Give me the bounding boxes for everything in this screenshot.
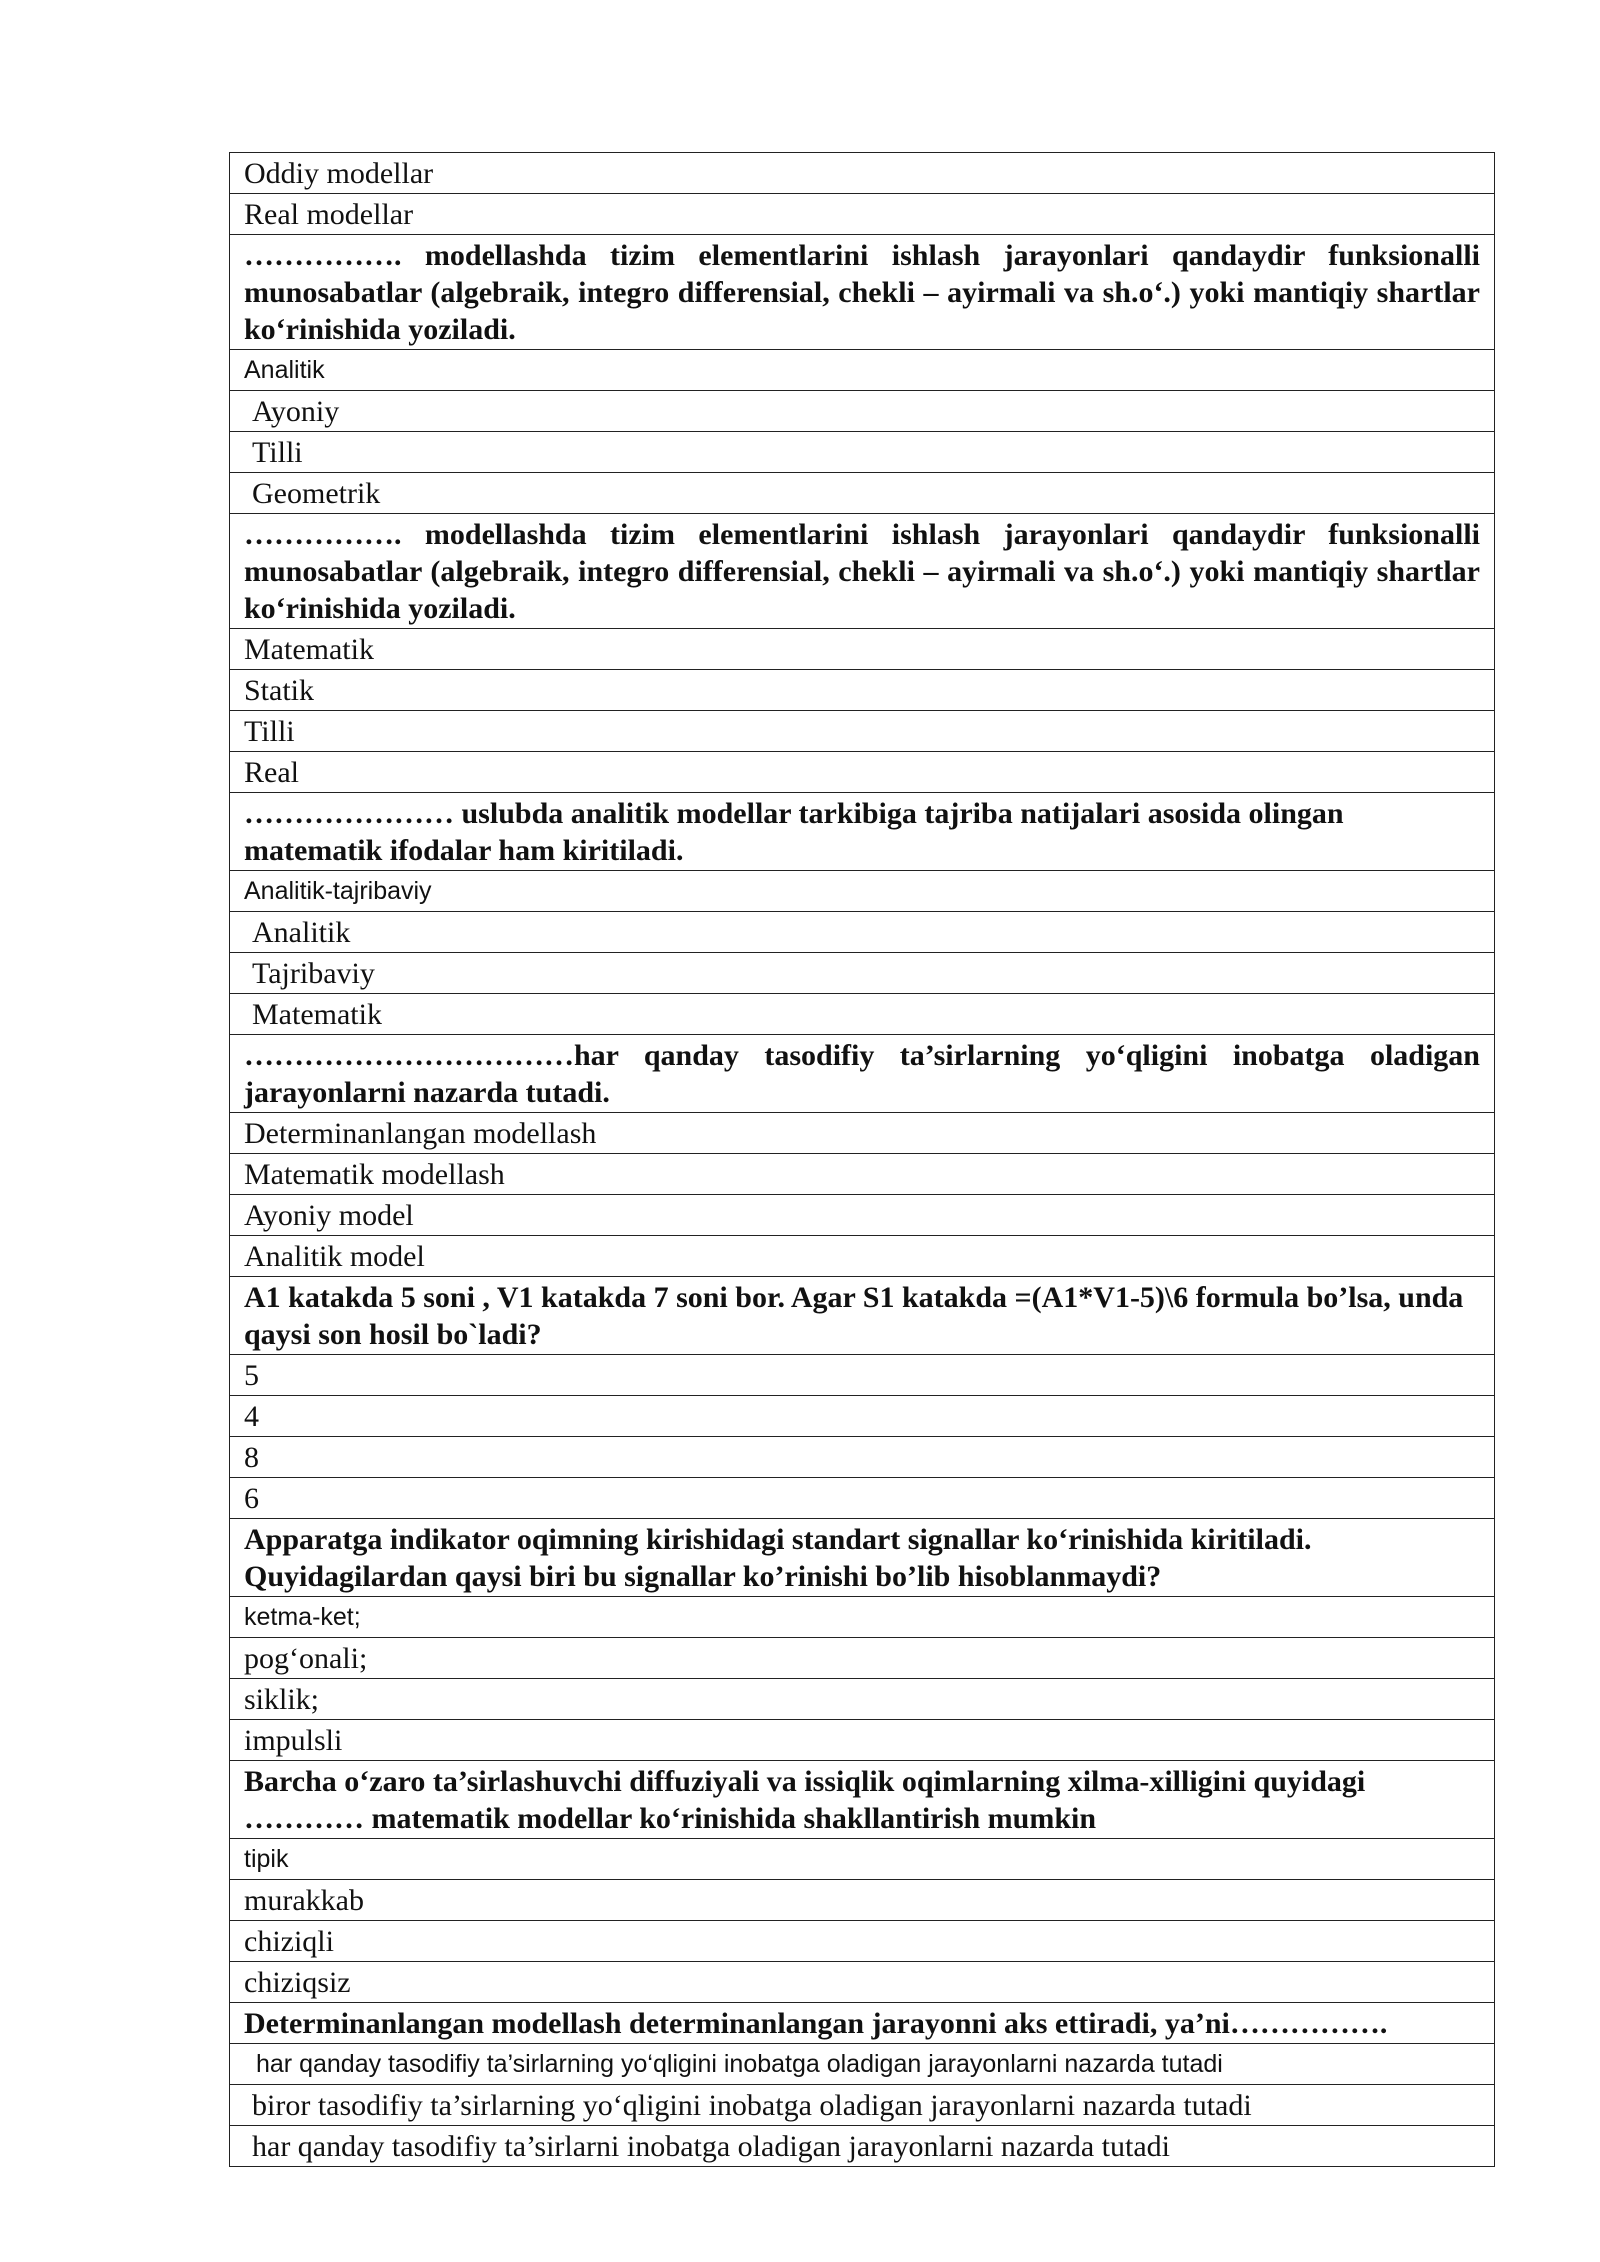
answer-option: tipik bbox=[230, 1839, 1495, 1880]
question-text: ……………………………har qanday tasodifiy ta’sirlarning yo‘qligini inobatga oladigan jarayonlarni nazarda tutadi. bbox=[230, 1035, 1495, 1113]
table-row bbox=[230, 391, 1495, 432]
table-row bbox=[230, 432, 1495, 473]
test-questions-table bbox=[229, 152, 1495, 2167]
table-row bbox=[230, 1880, 1495, 1921]
table-row bbox=[230, 1761, 1495, 1839]
answer-option: Analitik bbox=[230, 350, 1495, 391]
answer-option: siklik; bbox=[230, 1679, 1495, 1720]
table-row bbox=[230, 1921, 1495, 1962]
table-row bbox=[230, 1154, 1495, 1195]
table-row bbox=[230, 752, 1495, 793]
answer-option: chiziqsiz bbox=[230, 1962, 1495, 2003]
answer-option: Statik bbox=[230, 670, 1495, 711]
table-row bbox=[230, 1195, 1495, 1236]
table-row bbox=[230, 994, 1495, 1035]
table-row bbox=[230, 350, 1495, 391]
question-text: ……………. modellashda tizim elementlarini ishlash jarayonlari qandaydir funksionalli munosabatlar (algebraik, integro differensial, chekli – ayirmali va sh.o‘.) yoki mantiqiy shartlar ko‘rinishida yoziladi. bbox=[230, 514, 1495, 629]
answer-option: Analitik-tajribaviy bbox=[230, 871, 1495, 912]
table-row bbox=[230, 2085, 1495, 2126]
answer-option: Determinanlangan modellash bbox=[230, 1113, 1495, 1154]
answer-option: Tajribaviy bbox=[230, 953, 1495, 994]
answer-option: Real modellar bbox=[230, 194, 1495, 235]
table-row bbox=[230, 912, 1495, 953]
table-row bbox=[230, 153, 1495, 194]
question-text: ……………. modellashda tizim elementlarini ishlash jarayonlari qandaydir funksionalli munosabatlar (algebraik, integro differensial, chekli – ayirmali va sh.o‘.) yoki mantiqiy shartlar ko‘rinishida yoziladi. bbox=[230, 235, 1495, 350]
answer-option: impulsli bbox=[230, 1720, 1495, 1761]
answer-option: Matematik bbox=[230, 629, 1495, 670]
answer-option: Real bbox=[230, 752, 1495, 793]
answer-option: Geometrik bbox=[230, 473, 1495, 514]
table-row bbox=[230, 473, 1495, 514]
table-row bbox=[230, 711, 1495, 752]
answer-option: Analitik model bbox=[230, 1236, 1495, 1277]
table-row bbox=[230, 670, 1495, 711]
answer-option: Ayoniy bbox=[230, 391, 1495, 432]
answer-option: ketma-ket; bbox=[230, 1597, 1495, 1638]
answer-option: murakkab bbox=[230, 1880, 1495, 1921]
table-row bbox=[230, 514, 1495, 629]
table-row bbox=[230, 1035, 1495, 1113]
question-text: A1 katakda 5 soni , V1 katakda 7 soni bor. Agar S1 katakda =(A1*V1-5)\6 formula bo’lsa, unda qaysi son hosil bo`ladi? bbox=[230, 1277, 1495, 1355]
table-row bbox=[230, 1113, 1495, 1154]
table-row bbox=[230, 1962, 1495, 2003]
table-row bbox=[230, 2126, 1495, 2167]
table-row bbox=[230, 953, 1495, 994]
answer-option: Analitik bbox=[230, 912, 1495, 953]
table-row bbox=[230, 1236, 1495, 1277]
answer-option: har qanday tasodifiy ta’sirlarning yo‘qligini inobatga oladigan jarayonlarni nazarda tutadi bbox=[230, 2044, 1495, 2085]
answer-option: 4 bbox=[230, 1396, 1495, 1437]
answer-option: chiziqli bbox=[230, 1921, 1495, 1962]
answer-option: pog‘onali; bbox=[230, 1638, 1495, 1679]
table-row bbox=[230, 1839, 1495, 1880]
table-row bbox=[230, 1597, 1495, 1638]
table-row bbox=[230, 1478, 1495, 1519]
table-row bbox=[230, 871, 1495, 912]
table-row bbox=[230, 1679, 1495, 1720]
table-row bbox=[230, 2003, 1495, 2044]
answer-option: Matematik bbox=[230, 994, 1495, 1035]
table-row bbox=[230, 2044, 1495, 2085]
table-row bbox=[230, 629, 1495, 670]
table-row bbox=[230, 194, 1495, 235]
question-text: Apparatga indikator oqimning kirishidagi standart signallar ko‘rinishida kiritiladi. Quyidagilardan qaysi biri bu signallar ko’rinishi bo’lib hisoblanmaydi? bbox=[230, 1519, 1495, 1597]
question-text: ………………… uslubda analitik modellar tarkibiga tajriba natijalari asosida olingan matematik ifodalar ham kiritiladi. bbox=[230, 793, 1495, 871]
table-row bbox=[230, 1437, 1495, 1478]
answer-option: 6 bbox=[230, 1478, 1495, 1519]
question-text: Determinanlangan modellash determinanlangan jarayonni aks ettiradi, ya’ni……………. bbox=[230, 2003, 1495, 2044]
answer-option: 5 bbox=[230, 1355, 1495, 1396]
table-row bbox=[230, 793, 1495, 871]
answer-option: Matematik modellash bbox=[230, 1154, 1495, 1195]
answer-option: har qanday tasodifiy ta’sirlarni inobatga oladigan jarayonlarni nazarda tutadi bbox=[230, 2126, 1495, 2167]
table-row bbox=[230, 1277, 1495, 1355]
question-text: Barcha o‘zaro ta’sirlashuvchi diffuziyali va issiqlik oqimlarning xilma-xilligini quyidagi ………… matematik modellar ko‘rinishida shakllantirish mumkin bbox=[230, 1761, 1495, 1839]
answer-option: Tilli bbox=[230, 711, 1495, 752]
table-row bbox=[230, 1720, 1495, 1761]
table-row bbox=[230, 1519, 1495, 1597]
table-row bbox=[230, 1396, 1495, 1437]
answer-option: Oddiy modellar bbox=[230, 153, 1495, 194]
answer-option: biror tasodifiy ta’sirlarning yo‘qligini inobatga oladigan jarayonlarni nazarda tutadi bbox=[230, 2085, 1495, 2126]
answer-option: Ayoniy model bbox=[230, 1195, 1495, 1236]
table-row bbox=[230, 1355, 1495, 1396]
table-row bbox=[230, 1638, 1495, 1679]
table-row bbox=[230, 235, 1495, 350]
answer-option: Tilli bbox=[230, 432, 1495, 473]
answer-option: 8 bbox=[230, 1437, 1495, 1478]
